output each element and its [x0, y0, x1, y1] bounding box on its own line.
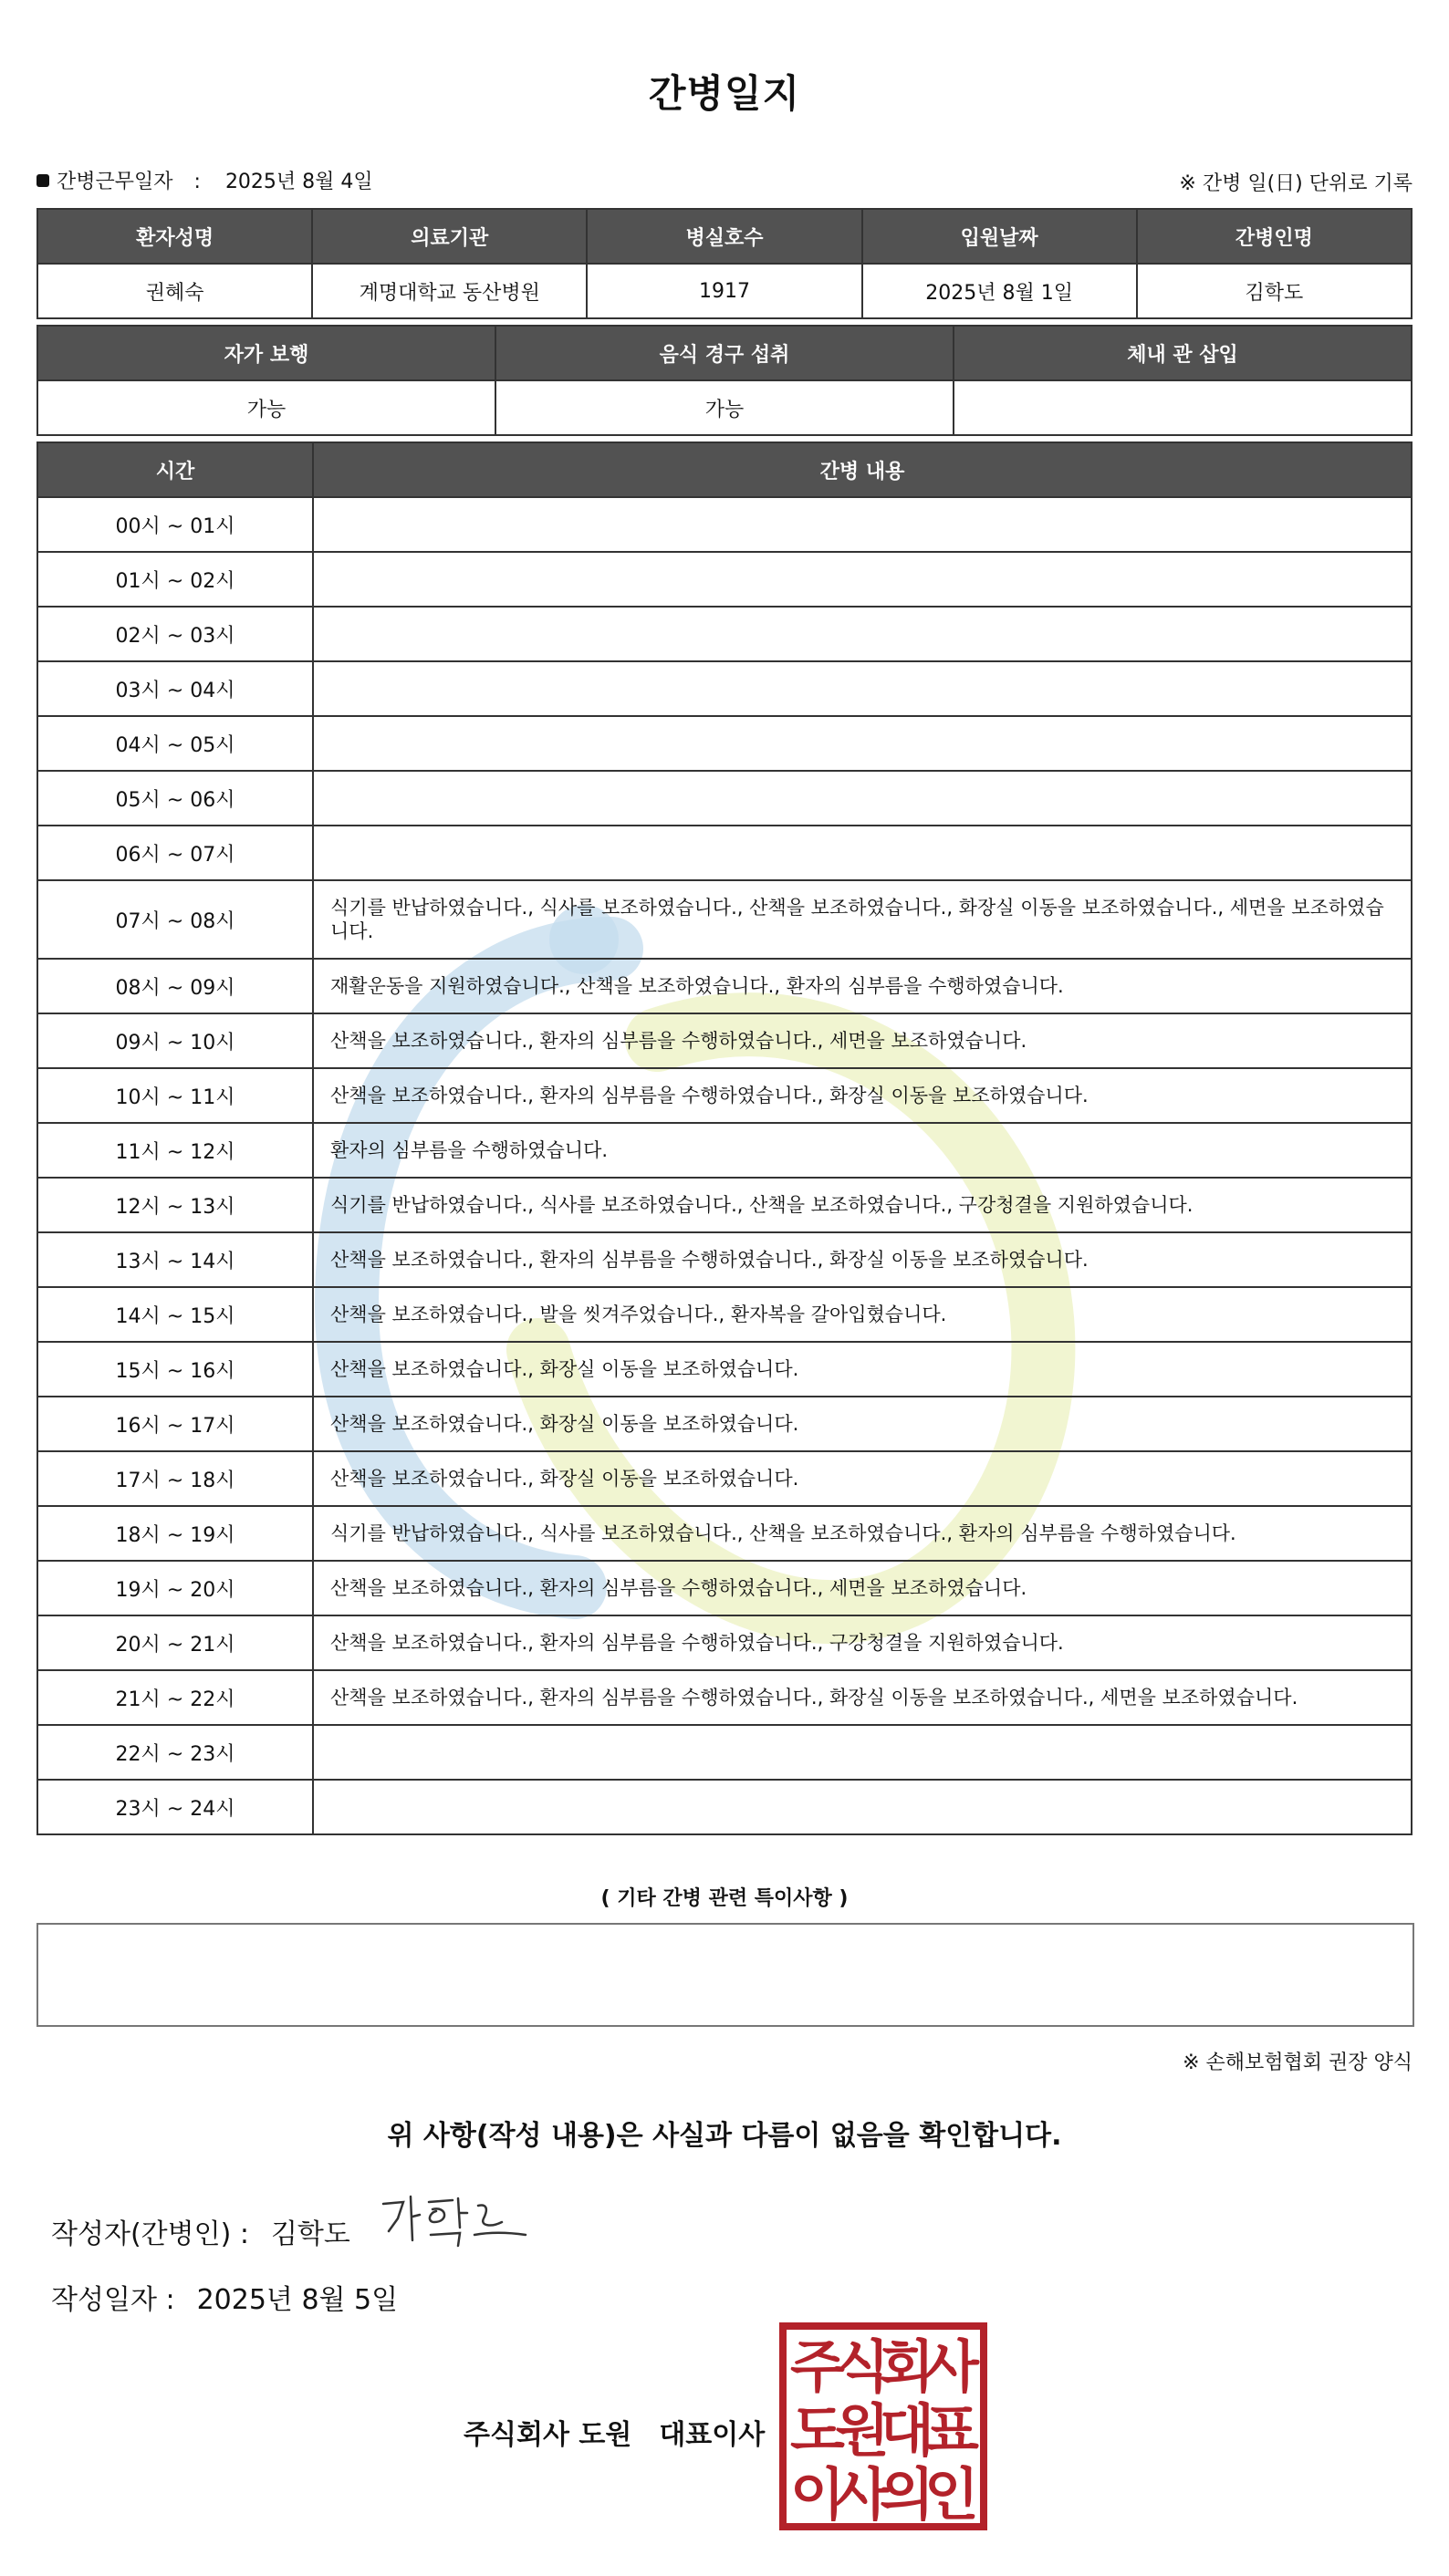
time-slot: 22시 ~ 23시 [37, 1725, 313, 1780]
table-row [37, 264, 1412, 318]
table-row [37, 1397, 1412, 1451]
table-row [37, 880, 1412, 959]
time-slot: 04시 ~ 05시 [37, 716, 313, 771]
time-slot: 08시 ~ 09시 [37, 959, 313, 1013]
time-slot: 16시 ~ 17시 [37, 1397, 313, 1451]
company-seal-stamp [779, 2322, 987, 2530]
time-slot: 11시 ~ 12시 [37, 1123, 313, 1178]
time-slot: 09시 ~ 10시 [37, 1013, 313, 1068]
header-self-walking: 자가 보행 [37, 326, 495, 380]
table-row [37, 1451, 1412, 1506]
care-content: 산책을 보조하였습니다., 환자의 심부름을 수행하였습니다., 세면을 보조하였습니다. [313, 1013, 1412, 1068]
table-row [37, 1232, 1412, 1287]
care-content [313, 1780, 1412, 1834]
table-row [37, 1178, 1412, 1232]
care-content: 재활운동을 지원하였습니다., 산책을 보조하였습니다., 환자의 심부름을 수행하였습니다. [313, 959, 1412, 1013]
care-content [313, 552, 1412, 607]
care-content: 산책을 보조하였습니다., 환자의 심부름을 수행하였습니다., 구강청결을 지원하였습니다. [313, 1615, 1412, 1670]
written-date-label: 작성일자 : [51, 2284, 175, 2316]
table-row [37, 771, 1412, 826]
care-content: 식기를 반납하였습니다., 식사를 보조하였습니다., 산책을 보조하였습니다., 화장실 이동을 보조하였습니다., 세면을 보조하였습니다. [313, 880, 1412, 959]
table-row [37, 607, 1412, 661]
table-row [37, 380, 1412, 435]
hospital-name: 계명대학교 동산병원 [312, 264, 587, 318]
notes-title: ( 기타 간병 관련 특이사항 ) [600, 1887, 849, 1910]
care-content [313, 661, 1412, 716]
svg-text:대: 대 [880, 2397, 934, 2464]
time-slot: 15시 ~ 16시 [37, 1342, 313, 1397]
company-name: 주식회사 도원 [464, 2419, 632, 2451]
time-slot: 13시 ~ 14시 [37, 1232, 313, 1287]
form-source-note: ※ 손해보험협회 권장 양식 [1183, 2051, 1413, 2074]
svg-text:회: 회 [880, 2333, 934, 2400]
written-date-line [51, 2277, 398, 2317]
table-row [37, 1123, 1412, 1178]
patient-info-table [36, 208, 1413, 319]
header-patient-name: 환자성명 [37, 209, 312, 264]
care-content [313, 771, 1412, 826]
care-content: 산책을 보조하였습니다., 환자의 심부름을 수행하였습니다., 화장실 이동을 보조하였습니다., 세면을 보조하였습니다. [313, 1670, 1412, 1725]
time-slot: 12시 ~ 13시 [37, 1178, 313, 1232]
care-content [313, 826, 1412, 880]
care-content: 산책을 보조하였습니다., 화장실 이동을 보조하였습니다. [313, 1397, 1412, 1451]
table-row [37, 1506, 1412, 1561]
table-row [37, 497, 1412, 552]
care-content: 산책을 보조하였습니다., 환자의 심부름을 수행하였습니다., 세면을 보조하였습니다. [313, 1561, 1412, 1615]
care-content [313, 1725, 1412, 1780]
header-admission-date: 입원날짜 [862, 209, 1137, 264]
document-title: 간병일지 [648, 71, 801, 116]
time-slot: 14시 ~ 15시 [37, 1287, 313, 1342]
work-date-value: 2025년 8월 4일 [224, 171, 373, 193]
svg-text:도: 도 [790, 2397, 845, 2464]
time-slot: 18시 ~ 19시 [37, 1506, 313, 1561]
care-content: 식기를 반납하였습니다., 식사를 보조하였습니다., 산책을 보조하였습니다., 환자의 심부름을 수행하였습니다. [313, 1506, 1412, 1561]
care-content: 산책을 보조하였습니다., 환자의 심부름을 수행하였습니다., 화장실 이동을 보조하였습니다. [313, 1068, 1412, 1123]
caregiver-name: 김학도 [1137, 264, 1412, 318]
svg-text:원: 원 [835, 2397, 890, 2464]
oral-intake-value: 가능 [495, 380, 954, 435]
table-row [37, 1725, 1412, 1780]
confirmation-statement: 위 사항(작성 내용)은 사실과 다름이 없음을 확인합니다. [387, 2120, 1062, 2152]
svg-text:주: 주 [790, 2333, 845, 2400]
handwritten-signature [376, 2187, 531, 2251]
company-line [464, 2412, 765, 2452]
care-content: 산책을 보조하였습니다., 화장실 이동을 보조하였습니다. [313, 1451, 1412, 1506]
written-date-value: 2025년 8월 5일 [196, 2284, 399, 2316]
care-content [313, 716, 1412, 771]
svg-text:의: 의 [880, 2461, 934, 2528]
table-row [37, 1013, 1412, 1068]
care-content: 산책을 보조하였습니다., 화장실 이동을 보조하였습니다. [313, 1342, 1412, 1397]
patient-status-table [36, 325, 1413, 436]
time-slot: 01시 ~ 02시 [37, 552, 313, 607]
svg-text:사: 사 [924, 2333, 979, 2400]
svg-text:이: 이 [790, 2461, 845, 2528]
care-content: 산책을 보조하였습니다., 환자의 심부름을 수행하였습니다., 화장실 이동을 보조하였습니다. [313, 1232, 1412, 1287]
square-bullet-icon [36, 174, 49, 187]
header-tube-insertion: 체내 관 삽입 [954, 326, 1412, 380]
author-line [51, 2211, 350, 2251]
time-slot: 20시 ~ 21시 [37, 1615, 313, 1670]
self-walking-value: 가능 [37, 380, 495, 435]
time-slot: 10시 ~ 11시 [37, 1068, 313, 1123]
svg-text:표: 표 [924, 2397, 979, 2464]
table-row [37, 1287, 1412, 1342]
unit-note: ※ 간병 일(日) 단위로 기록 [1179, 172, 1413, 195]
author-name: 김학도 [270, 2218, 350, 2250]
care-content: 환자의 심부름을 수행하였습니다. [313, 1123, 1412, 1178]
table-header-row [37, 326, 1412, 380]
company-role: 대표이사 [659, 2419, 766, 2451]
time-slot: 00시 ~ 01시 [37, 497, 313, 552]
admission-date: 2025년 8월 1일 [862, 264, 1137, 318]
table-row [37, 552, 1412, 607]
time-slot: 05시 ~ 06시 [37, 771, 313, 826]
table-row [37, 959, 1412, 1013]
time-slot: 21시 ~ 22시 [37, 1670, 313, 1725]
time-slot: 02시 ~ 03시 [37, 607, 313, 661]
table-row [37, 1342, 1412, 1397]
table-row [37, 716, 1412, 771]
work-date-separator: : [193, 171, 201, 193]
svg-text:사: 사 [835, 2461, 890, 2528]
author-label: 작성자(간병인) : [51, 2218, 249, 2250]
room-number: 1917 [587, 264, 861, 318]
tube-insertion-value [954, 380, 1412, 435]
table-row [37, 1068, 1412, 1123]
header-care-content: 간병 내용 [313, 442, 1412, 497]
time-slot: 07시 ~ 08시 [37, 880, 313, 959]
table-header-row [37, 209, 1412, 264]
svg-text:인: 인 [924, 2461, 979, 2528]
time-slot: 03시 ~ 04시 [37, 661, 313, 716]
work-date-line [36, 166, 373, 194]
table-header-row [37, 442, 1412, 497]
care-content [313, 607, 1412, 661]
header-caregiver-name: 간병인명 [1137, 209, 1412, 264]
care-content [313, 497, 1412, 552]
time-slot: 19시 ~ 20시 [37, 1561, 313, 1615]
care-content: 산책을 보조하였습니다., 발을 씻겨주었습니다., 환자복을 갈아입혔습니다. [313, 1287, 1412, 1342]
work-date-label: 간병근무일자 [57, 171, 173, 193]
svg-text:식: 식 [835, 2333, 890, 2400]
table-row [37, 826, 1412, 880]
table-row [37, 1670, 1412, 1725]
table-row [37, 661, 1412, 716]
care-content: 식기를 반납하였습니다., 식사를 보조하였습니다., 산책을 보조하였습니다., 구강청결을 지원하였습니다. [313, 1178, 1412, 1232]
time-slot: 06시 ~ 07시 [37, 826, 313, 880]
header-oral-intake: 음식 경구 섭취 [495, 326, 954, 380]
header-room-number: 병실호수 [587, 209, 861, 264]
patient-name: 권혜숙 [37, 264, 312, 318]
table-row [37, 1561, 1412, 1615]
time-slot: 17시 ~ 18시 [37, 1451, 313, 1506]
header-time: 시간 [37, 442, 313, 497]
notes-box [36, 1923, 1414, 2027]
time-slot: 23시 ~ 24시 [37, 1780, 313, 1834]
table-row [37, 1780, 1412, 1834]
table-row [37, 1615, 1412, 1670]
header-hospital: 의료기관 [312, 209, 587, 264]
care-log-table [36, 441, 1413, 1835]
